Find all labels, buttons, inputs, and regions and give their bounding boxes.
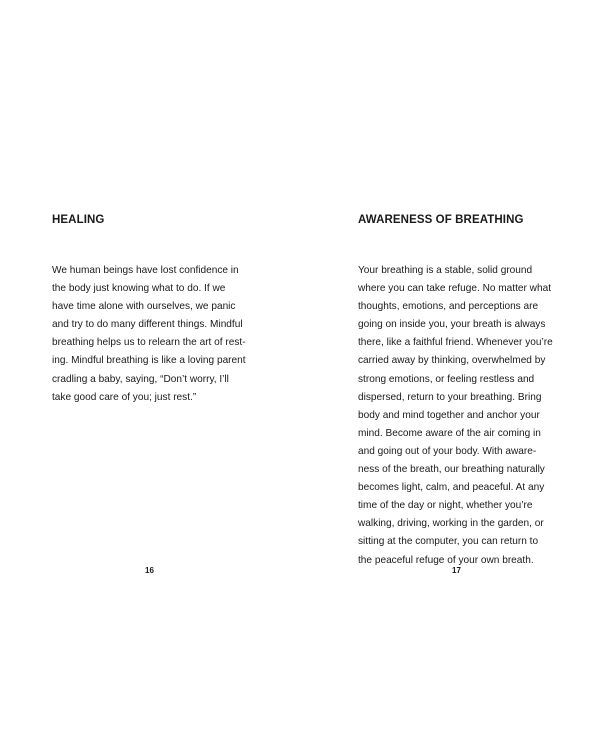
body-line: have time alone with ourselves, we panic [52, 301, 236, 313]
body-line: body and mind together and anchor your [358, 409, 540, 421]
body-line: the body just knowing what to do. If we [52, 283, 226, 295]
body-line: walking, driving, working in the garden, or [358, 518, 544, 530]
body-line: time of the day or night, whether you’re [358, 500, 533, 512]
body-line: where you can take refuge. No matter what [358, 283, 552, 295]
right-page-number: 17 [452, 566, 461, 575]
body-line: carried away by thinking, overwhelmed by [358, 355, 546, 367]
right-page-heading: AWARENESS OF BREATHING [358, 214, 524, 226]
left-page-heading: HEALING [52, 214, 105, 226]
body-line: breathing helps us to relearn the art of rest- [52, 337, 246, 349]
body-line: and going out of your body. With aware- [358, 445, 537, 457]
right-page [300, 0, 600, 750]
body-line: becomes light, calm, and peaceful. At any [358, 482, 545, 494]
body-line: sitting at the computer, you can return to [358, 536, 539, 548]
body-line: going on inside you, your breath is always [358, 319, 546, 331]
body-line: the peaceful refuge of your own breath. [358, 554, 534, 566]
body-line: take good care of you; just rest.” [52, 391, 197, 403]
left-page-body [52, 262, 272, 407]
right-page-body [358, 262, 588, 570]
body-line: dispersed, return to your breathing. Bring [358, 391, 542, 403]
body-line: strong emotions, or feeling restless and [358, 373, 535, 385]
body-line: and try to do many different things. Mindful [52, 319, 243, 331]
left-page-number: 16 [145, 566, 154, 575]
body-line: cradling a baby, saying, “Don’t worry, I’ll [52, 373, 229, 385]
body-line: there, like a faithful friend. Whenever you’re [358, 337, 553, 349]
body-line: mind. Become aware of the air coming in [358, 427, 541, 439]
body-line: ing. Mindful breathing is like a loving parent [52, 355, 246, 367]
body-line: ness of the breath, our breathing naturally [358, 464, 545, 476]
body-line: We human beings have lost confidence in [52, 265, 239, 276]
body-line: Your breathing is a stable, solid ground [358, 265, 533, 276]
body-line: thoughts, emotions, and perceptions are [358, 301, 539, 313]
